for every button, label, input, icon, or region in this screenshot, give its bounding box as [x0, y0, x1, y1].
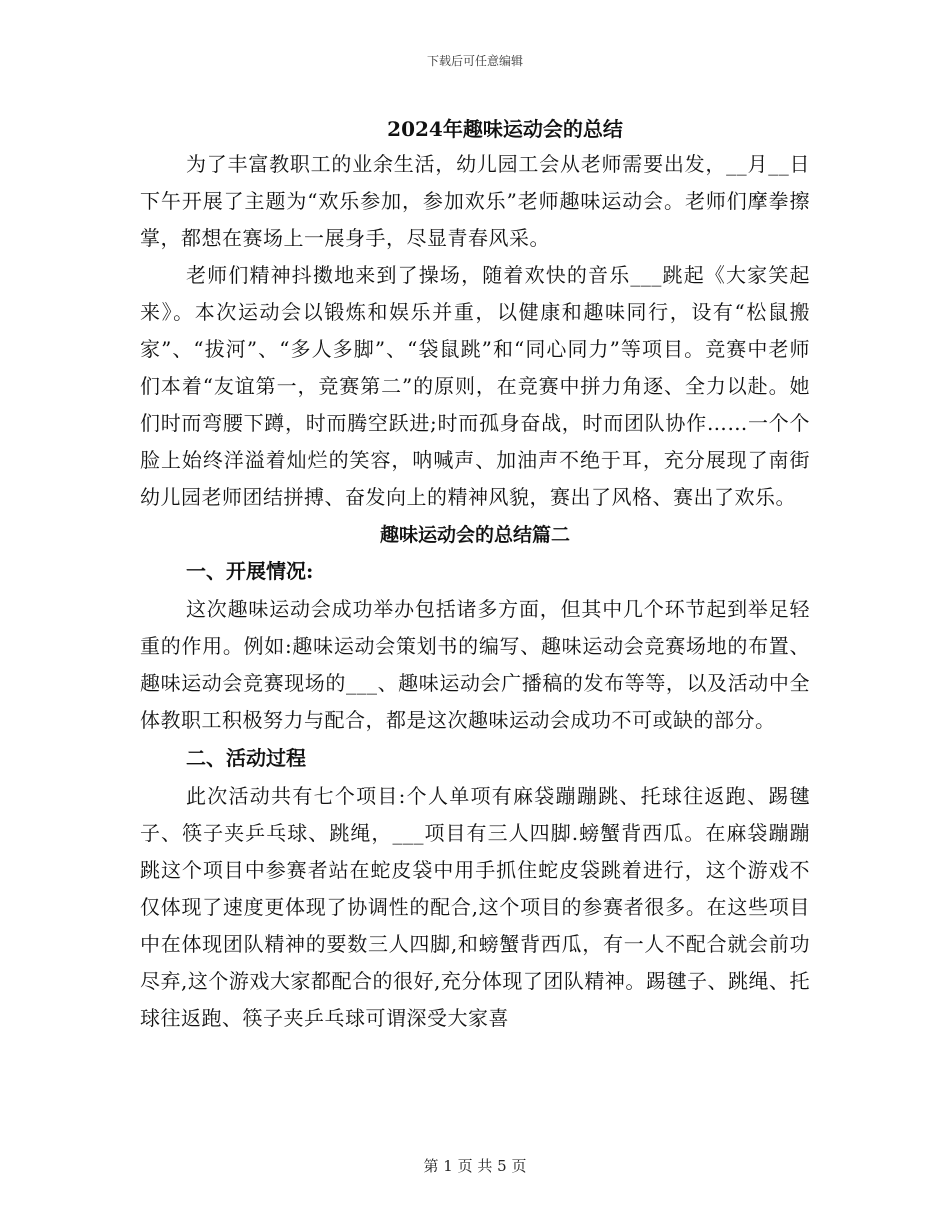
section-heading-1: 一、开展情况:: [186, 559, 314, 583]
section-heading-2: 二、活动过程: [186, 746, 306, 770]
document-title: 2024年趣味运动会的总结: [387, 117, 623, 141]
intro-paragraph-1: 为了丰富教职工的业余生活，幼儿园工会从老师需要出发，__月__日下午开展了主题为“欢乐参加，参加欢乐”老师趣味运动会。老师们摩拳擦掌，都想在赛场上一展身手，尽显青春风采。: [140, 152, 810, 250]
header-note: 下载后可任意编辑: [426, 54, 523, 68]
document-body: [140, 112, 810, 1037]
page-footer: 第 1 页 共 5 页: [423, 1157, 527, 1175]
section-title-part-two: 趣味运动会的总结篇二: [379, 524, 570, 546]
intro-paragraph-2: 老师们精神抖擞地来到了操场，随着欢快的音乐___跳起《大家笑起来》。本次运动会以锻炼和娱乐并重，以健康和趣味同行，设有“松鼠搬家”、“拔河”、“多人多脚”、“袋鼠跳”和“同心同力”等项目。竞赛中老师们本着“友谊第一，竞赛第二”的原则，在竞赛中拼力角逐、全力以赴。她们时而弯腰下蹲，时而腾空跃进;时而孤身奋战，时而团队协作……一个个脸上始终洋溢着灿烂的笑容，呐喊声、加油声不绝于耳，充分展现了南街幼儿园老师团结拼搏、奋发向上的精神风貌，赛出了风格、赛出了欢乐。: [140, 263, 810, 509]
section-2-paragraph: 此次活动共有七个项目:个人单项有麻袋蹦蹦跳、托球往返跑、踢毽子、筷子夹乒乓球、跳绳，___项目有三人四脚.螃蟹背西瓜。在麻袋蹦蹦跳这个项目中参赛者站在蛇皮袋中用手抓住蛇皮袋跳着进行，这个游戏不仅体现了速度更体现了协调性的配合,这个项目的参赛者很多。在这些项目中在体现团队精神的要数三人四脚,和螃蟹背西瓜，有一人不配合就会前功尽弃,这个游戏大家都配合的很好,充分体现了团队精神。踢毽子、跳绳、托球往返跑、筷子夹乒乓球可谓深受大家喜: [140, 784, 810, 1030]
section-1-paragraph: 这次趣味运动会成功举办包括诸多方面，但其中几个环节起到举足轻重的作用。例如:趣味运动会策划书的编写、趣味运动会竞赛场地的布置、趣味运动会竞赛现场的___、趣味运动会广播稿的发布等等，以及活动中全体教职工积极努力与配合，都是这次趣味运动会成功不可或缺的部分。: [140, 597, 810, 732]
